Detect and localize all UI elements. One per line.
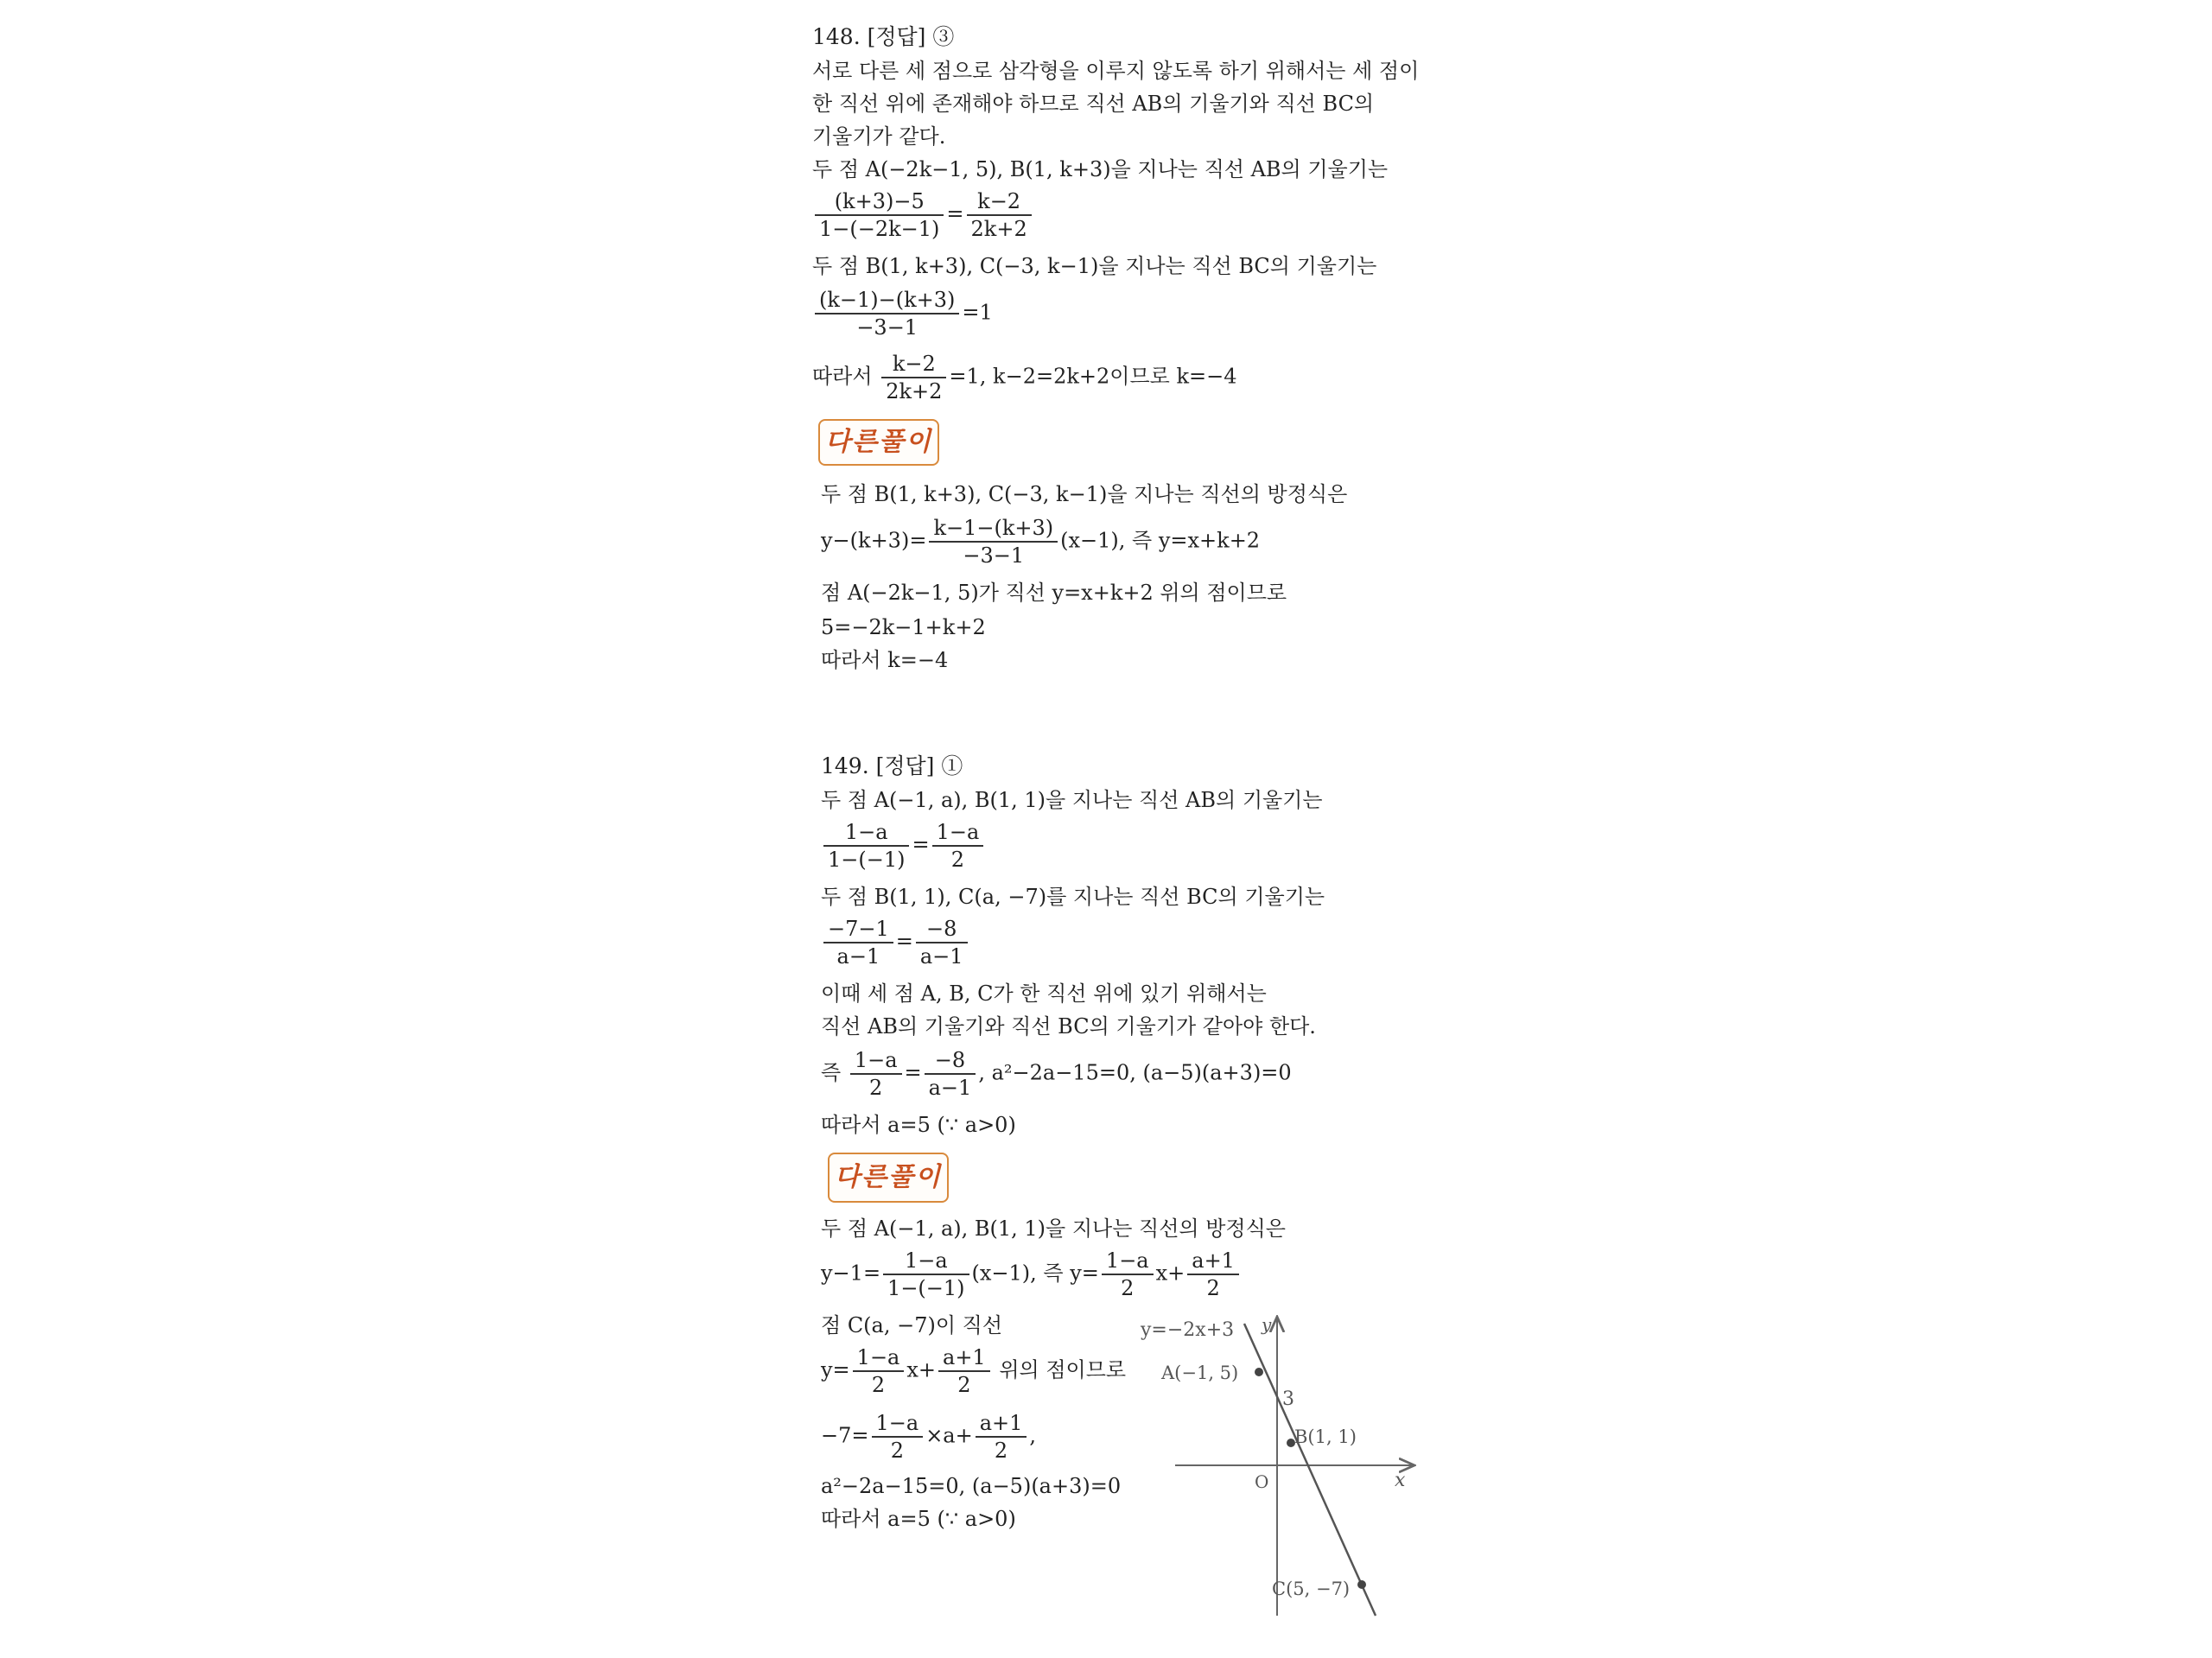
p149-alt-line1: 두 점 A(−1, a), B(1, 1)을 지나는 직선의 방정식은 — [821, 1217, 1286, 1241]
p149-alt-line6: a²−2a−15=0, (a−5)(a+3)=0 — [821, 1474, 1122, 1498]
p149-equation: 즉 $\frac{1-a}{2}$ = $\frac{-8}{a-1}$ , a²−2a−15=0, (a−5)(a+3)=0 — [821, 1048, 1292, 1100]
fraction: $\frac{k-2}{2k+2}$ — [881, 351, 946, 404]
fraction: $\frac{-8}{a-1}$ — [925, 1047, 976, 1101]
fraction: $\frac{1-a}{2}$ — [850, 1047, 902, 1101]
fraction: $\frac{1-a}{2}$ — [853, 1344, 905, 1398]
fraction: $\frac{-8}{a-1}$ — [916, 916, 968, 969]
line-label: y=−2x+3 — [1141, 1319, 1235, 1341]
y-intercept-label: 3 — [1282, 1388, 1294, 1410]
fraction: $\frac{(k+3)-5}{1-(-2k-1)}$ — [815, 188, 944, 242]
p149-slope-ab: $\frac{1-a}{1-(-1)}$ = $\frac{1-a}{2}$ — [821, 819, 986, 873]
p148-alt-line3: 점 A(−2k−1, 5)가 직선 y=x+k+2 위의 점이므로 — [821, 581, 1287, 605]
p149-alt-line7: 따라서 a=5 (∵ a>0) — [821, 1507, 1016, 1531]
p148-conclusion: 따라서 $\frac{k-2}{2k+2}$ =1, k−2=2k+2이므로 k=−4 — [812, 352, 1237, 403]
p149-line2: 두 점 B(1, 1), C(a, −7)를 지나는 직선 BC의 기울기는 — [821, 885, 1325, 909]
point-c-label: C(5, −7) — [1272, 1579, 1351, 1599]
y-axis-label: y — [1262, 1314, 1272, 1335]
p148-alt-line2: y−(k+3)= $\frac{k-1-(k+3)}{-3-1}$ (x−1), 즉 y=x+k+2 — [821, 516, 1261, 568]
fraction: $\frac{1-a}{1-(-1)}$ — [883, 1248, 969, 1301]
p148-alt-line4: 5=−2k−1+k+2 — [821, 615, 986, 639]
point-a-label: A(−1, 5) — [1161, 1363, 1239, 1383]
p148-alt-line5: 따라서 k=−4 — [821, 648, 949, 672]
p149-line3: 이때 세 점 A, B, C가 한 직선 위에 있기 위해서는 — [821, 981, 1267, 1006]
p148-line2: 한 직선 위에 존재해야 하므로 직선 AB의 기울기와 직선 BC의 — [812, 92, 1375, 116]
p148-line1: 서로 다른 세 점으로 삼각형을 이루지 않도록 하기 위해서는 세 점이 — [812, 59, 1420, 83]
fraction: $\frac{(k-1)-(k+3)}{-3-1}$ — [815, 287, 959, 340]
x-axis-label: x — [1395, 1470, 1406, 1491]
point-c — [1357, 1580, 1366, 1589]
p149-alt-line2: y−1= $\frac{1-a}{1-(-1)}$ (x−1), 즉 y= $\frac{1-a}{2}$ x+ $\frac{a+1}{2}$ — [821, 1248, 1242, 1301]
fraction: $\frac{1-a}{2}$ — [872, 1410, 924, 1464]
point-a — [1255, 1368, 1263, 1376]
fraction: $\frac{a+1}{2}$ — [938, 1344, 990, 1398]
p149-line1: 두 점 A(−1, a), B(1, 1)을 지나는 직선 AB의 기울기는 — [821, 788, 1323, 812]
fraction: $\frac{-7-1}{a-1}$ — [823, 916, 893, 969]
p148-header: 148. [정답] ③ — [812, 24, 955, 49]
p148-line5: 두 점 B(1, k+3), C(−3, k−1)을 지나는 직선 BC의 기울기는 — [812, 254, 1377, 278]
alternative-solution-badge: 다른풀이 — [818, 419, 939, 466]
p148-slope-ab: $\frac{(k+3)-5}{1-(-2k-1)}$ = $\frac{k-2}{2k+2}$ — [812, 188, 1034, 242]
p149-header: 149. [정답] ① — [821, 753, 963, 778]
fraction: $\frac{k-2}{2k+2}$ — [967, 188, 1032, 242]
fraction: $\frac{1-a}{1-(-1)}$ — [823, 819, 909, 873]
origin-label: O — [1255, 1471, 1269, 1492]
p149-alt-line5: −7= $\frac{1-a}{2}$ ×a+ $\frac{a+1}{2}$ , — [821, 1411, 1037, 1463]
p148-line4: 두 점 A(−2k−1, 5), B(1, k+3)을 지나는 직선 AB의 기울기는 — [812, 157, 1389, 181]
fraction: $\frac{a+1}{2}$ — [976, 1410, 1027, 1464]
graph-line — [1244, 1324, 1376, 1616]
alternative-solution-badge: 다른풀이 — [828, 1153, 949, 1203]
fraction: $\frac{1-a}{2}$ — [1102, 1248, 1154, 1301]
p149-slope-bc: $\frac{-7-1}{a-1}$ = $\frac{-8}{a-1}$ — [821, 916, 970, 969]
fraction: $\frac{a+1}{2}$ — [1187, 1248, 1239, 1301]
p149-alt-line3: 점 C(a, −7)이 직선 — [821, 1313, 1003, 1337]
p148-slope-bc: $\frac{(k-1)-(k+3)}{-3-1}$ =1 — [812, 287, 993, 340]
p149-alt-line4: y= $\frac{1-a}{2}$ x+ $\frac{a+1}{2}$ 위의 점이므로 — [821, 1345, 1127, 1397]
p149-line4: 직선 AB의 기울기와 직선 BC의 기울기가 같아야 한다. — [821, 1014, 1316, 1039]
line-graph — [1132, 1313, 1426, 1624]
fraction: $\frac{1-a}{2}$ — [932, 819, 984, 873]
point-b-label: B(1, 1) — [1294, 1426, 1357, 1447]
p149-line5: 따라서 a=5 (∵ a>0) — [821, 1113, 1016, 1137]
p148-line3: 기울기가 같다. — [812, 124, 946, 149]
fraction: $\frac{k-1-(k+3)}{-3-1}$ — [929, 515, 1058, 569]
p148-alt-line1: 두 점 B(1, k+3), C(−3, k−1)을 지나는 직선의 방정식은 — [821, 482, 1348, 506]
